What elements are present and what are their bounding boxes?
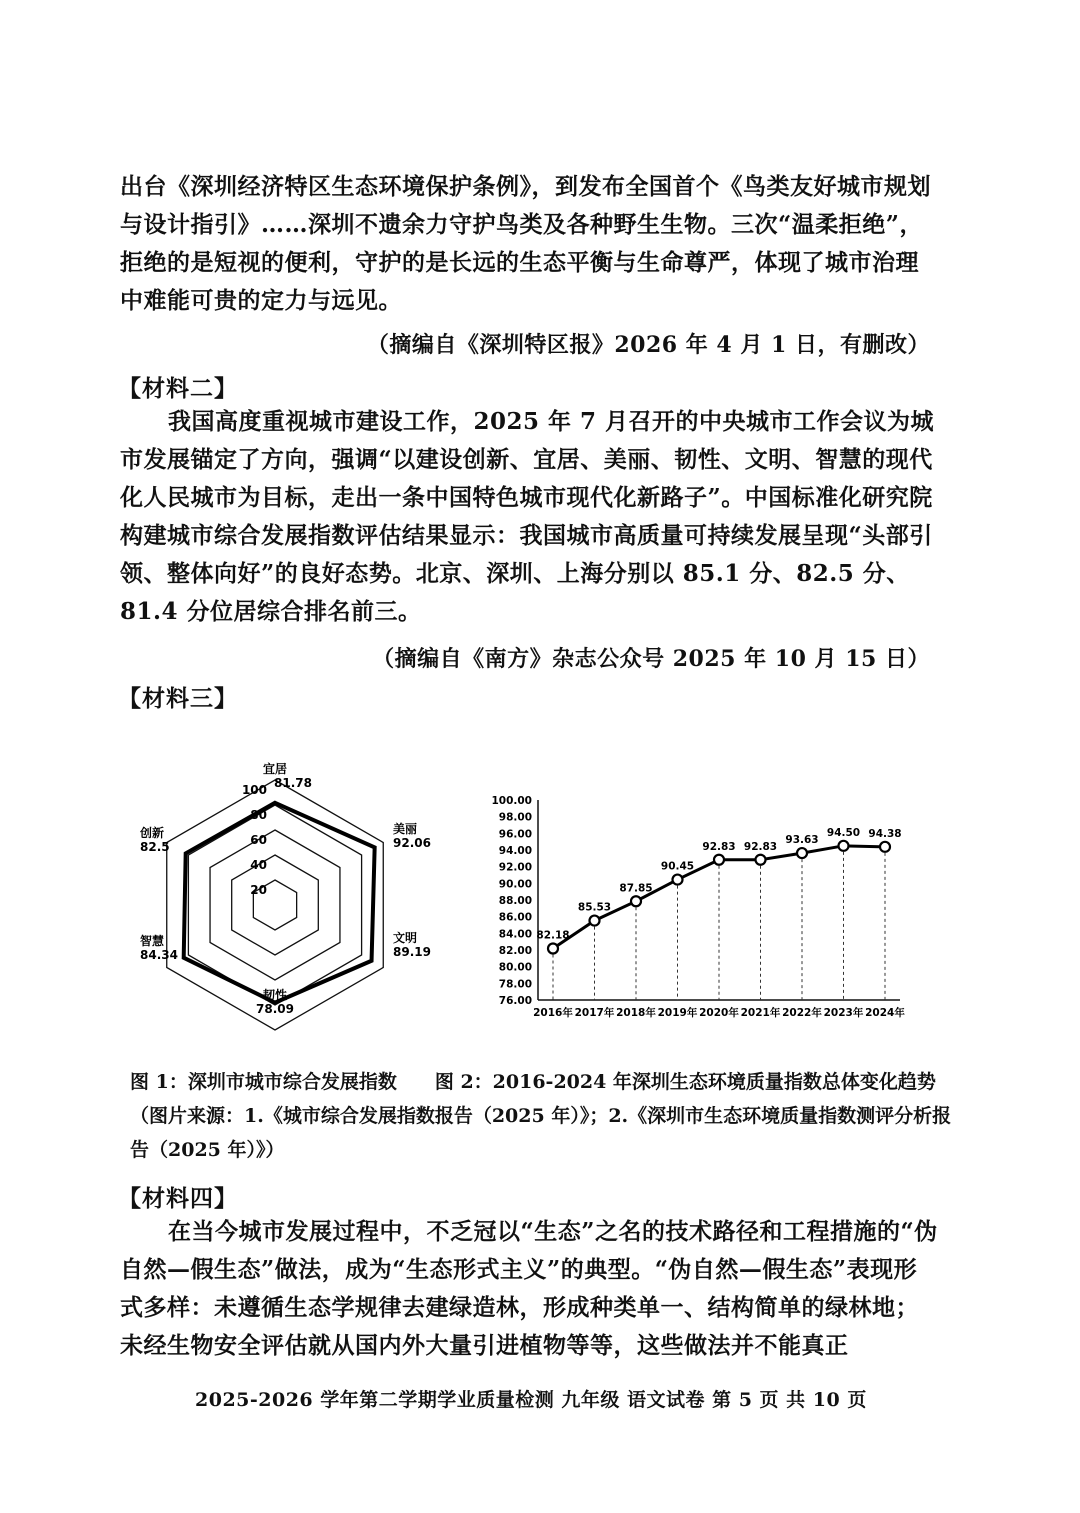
y-tick-label: 84.00 bbox=[498, 928, 532, 941]
material4-heading: 【材料四】 bbox=[118, 1185, 238, 1212]
data-point bbox=[839, 841, 849, 851]
y-tick-label: 76.00 bbox=[498, 995, 532, 1007]
data-point bbox=[880, 842, 890, 852]
radar-value-label: 89.19 bbox=[393, 945, 431, 959]
x-tick-label: 2017年 bbox=[574, 1007, 615, 1019]
radar-value-label: 82.5 bbox=[140, 840, 170, 854]
data-point bbox=[631, 896, 641, 906]
y-tick-label: 92.00 bbox=[498, 861, 532, 874]
data-label: 90.45 bbox=[660, 860, 695, 873]
figure-caption bbox=[130, 1065, 960, 1167]
data-point bbox=[756, 855, 766, 865]
material3-heading: 【材料三】 bbox=[118, 685, 238, 712]
y-tick-label: 86.00 bbox=[498, 911, 532, 924]
radar-value-label: 78.09 bbox=[256, 1002, 294, 1016]
radar-ring-label: 100 bbox=[241, 783, 267, 797]
data-point bbox=[797, 848, 807, 858]
data-label: 93.63 bbox=[785, 834, 819, 847]
data-label: 94.50 bbox=[826, 826, 861, 839]
x-tick-label: 2018年 bbox=[616, 1007, 656, 1019]
material2-source: （摘编自《南方》杂志公众号 2025 年 10 月 15 日） bbox=[372, 646, 930, 672]
material1-source: （摘编自《深圳特区报》2026 年 4 月 1 日，有删改） bbox=[366, 332, 930, 358]
radar-axis-label: 智慧 bbox=[140, 934, 165, 948]
y-tick-label: 90.00 bbox=[498, 878, 532, 891]
radar-ring-label: 60 bbox=[250, 833, 267, 847]
data-point bbox=[714, 855, 724, 865]
radar-axis-label: 宜居 bbox=[262, 762, 288, 776]
radar-ring-label: 20 bbox=[250, 883, 267, 897]
data-label: 85.53 bbox=[577, 901, 612, 914]
radar-ring-label: 80 bbox=[250, 808, 267, 822]
caption-line-2: （图片来源：1.《城市综合发展指数报告（2025 年）》；2.《深圳市生态环境质量指数测评分析报告（2025 年）》） bbox=[130, 1105, 952, 1161]
y-tick-label: 82.00 bbox=[498, 945, 532, 957]
x-tick-label: 2022年 bbox=[782, 1007, 822, 1019]
y-tick-label: 96.00 bbox=[498, 828, 532, 841]
y-tick-label: 98.00 bbox=[498, 811, 532, 824]
radar-axis-label: 文明 bbox=[393, 931, 418, 945]
material2-paragraph: 我国高度重视城市建设工作，2025 年 7 月召开的中央城市工作会议为城市发展锚定了方向，强调“以建设创新、宜居、美丽、韧性、文明、智慧的现代化人民城市为目标，走出一条中国特色城市现代化新路子”。中国标准化研究院构建城市综合发展指数评估结果显示：我国城市高质量可持续发展呈现“头部引领、整体向好”的良好态势。北京、深圳、上海分别以 85.1 分、82.5 分、81.4 分位居综合排名前三。 bbox=[120, 408, 935, 625]
y-tick-label: 88.00 bbox=[498, 895, 532, 907]
data-point bbox=[673, 875, 683, 885]
material4-paragraph: 在当今城市发展过程中，不乏冠以“生态”之名的技术路径和工程措施的“伪自然—假生态”做法，成为“生态形式主义”的典型。“伪自然—假生态”表现形式多样：未遵循生态学规律去建绿造林，形成种类单一、结构简单的绿林地；未经生物安全评估就从国内外大量引进植物等等，这些做法并不能真正 bbox=[120, 1218, 938, 1359]
radar-axis-label: 创新 bbox=[140, 826, 165, 840]
radar-chart bbox=[115, 755, 445, 1035]
material1-paragraph: 出台《深圳经济特区生态环境保护条例》，到发布全国首个《鸟类友好城市规划与设计指引》……深圳不遗余力守护鸟类及各种野生生物。三次“温柔拒绝”，拒绝的是短视的便利，守护的是长远的生态平衡与生命尊严，体现了城市治理中难能可贵的定力与远见。 bbox=[120, 173, 931, 314]
x-tick-label: 2016年 bbox=[533, 1007, 573, 1019]
data-point bbox=[590, 916, 600, 926]
x-tick-label: 2020年 bbox=[699, 1007, 739, 1019]
radar-axis-label: 韧性 bbox=[262, 988, 288, 1002]
radar-value-label: 92.06 bbox=[393, 836, 431, 850]
x-tick-label: 2021年 bbox=[740, 1007, 781, 1019]
page-footer: 2025-2026 学年第二学期学业质量检测 九年级 语文试卷 第 5 页 共 10 页 bbox=[195, 1389, 867, 1411]
material2-heading: 【材料二】 bbox=[118, 375, 238, 402]
y-tick-label: 94.00 bbox=[498, 845, 532, 857]
radar-ring bbox=[232, 855, 319, 955]
data-label: 87.85 bbox=[619, 882, 653, 895]
y-tick-label: 100.00 bbox=[491, 795, 532, 807]
y-tick-label: 80.00 bbox=[498, 961, 532, 974]
line-chart bbox=[480, 790, 910, 1070]
radar-value-label: 81.78 bbox=[274, 776, 312, 790]
data-label: 82.18 bbox=[536, 929, 570, 942]
x-tick-label: 2024年 bbox=[865, 1007, 905, 1019]
radar-value-label: 84.34 bbox=[140, 948, 178, 962]
radar-axis-label: 美丽 bbox=[393, 822, 418, 836]
caption-line-1: 图 1：深圳市城市综合发展指数 图 2：2016-2024 年深圳生态环境质量指数总体变化趋势 bbox=[130, 1071, 936, 1093]
y-tick-label: 78.00 bbox=[498, 978, 532, 991]
data-label: 92.83 bbox=[702, 840, 736, 853]
x-tick-label: 2019年 bbox=[657, 1007, 698, 1019]
data-label: 92.83 bbox=[743, 840, 778, 853]
radar-ring bbox=[210, 830, 340, 980]
radar-ring-label: 40 bbox=[250, 858, 267, 872]
data-point bbox=[548, 944, 558, 954]
x-tick-label: 2023年 bbox=[823, 1007, 864, 1019]
data-label: 94.38 bbox=[868, 827, 902, 840]
